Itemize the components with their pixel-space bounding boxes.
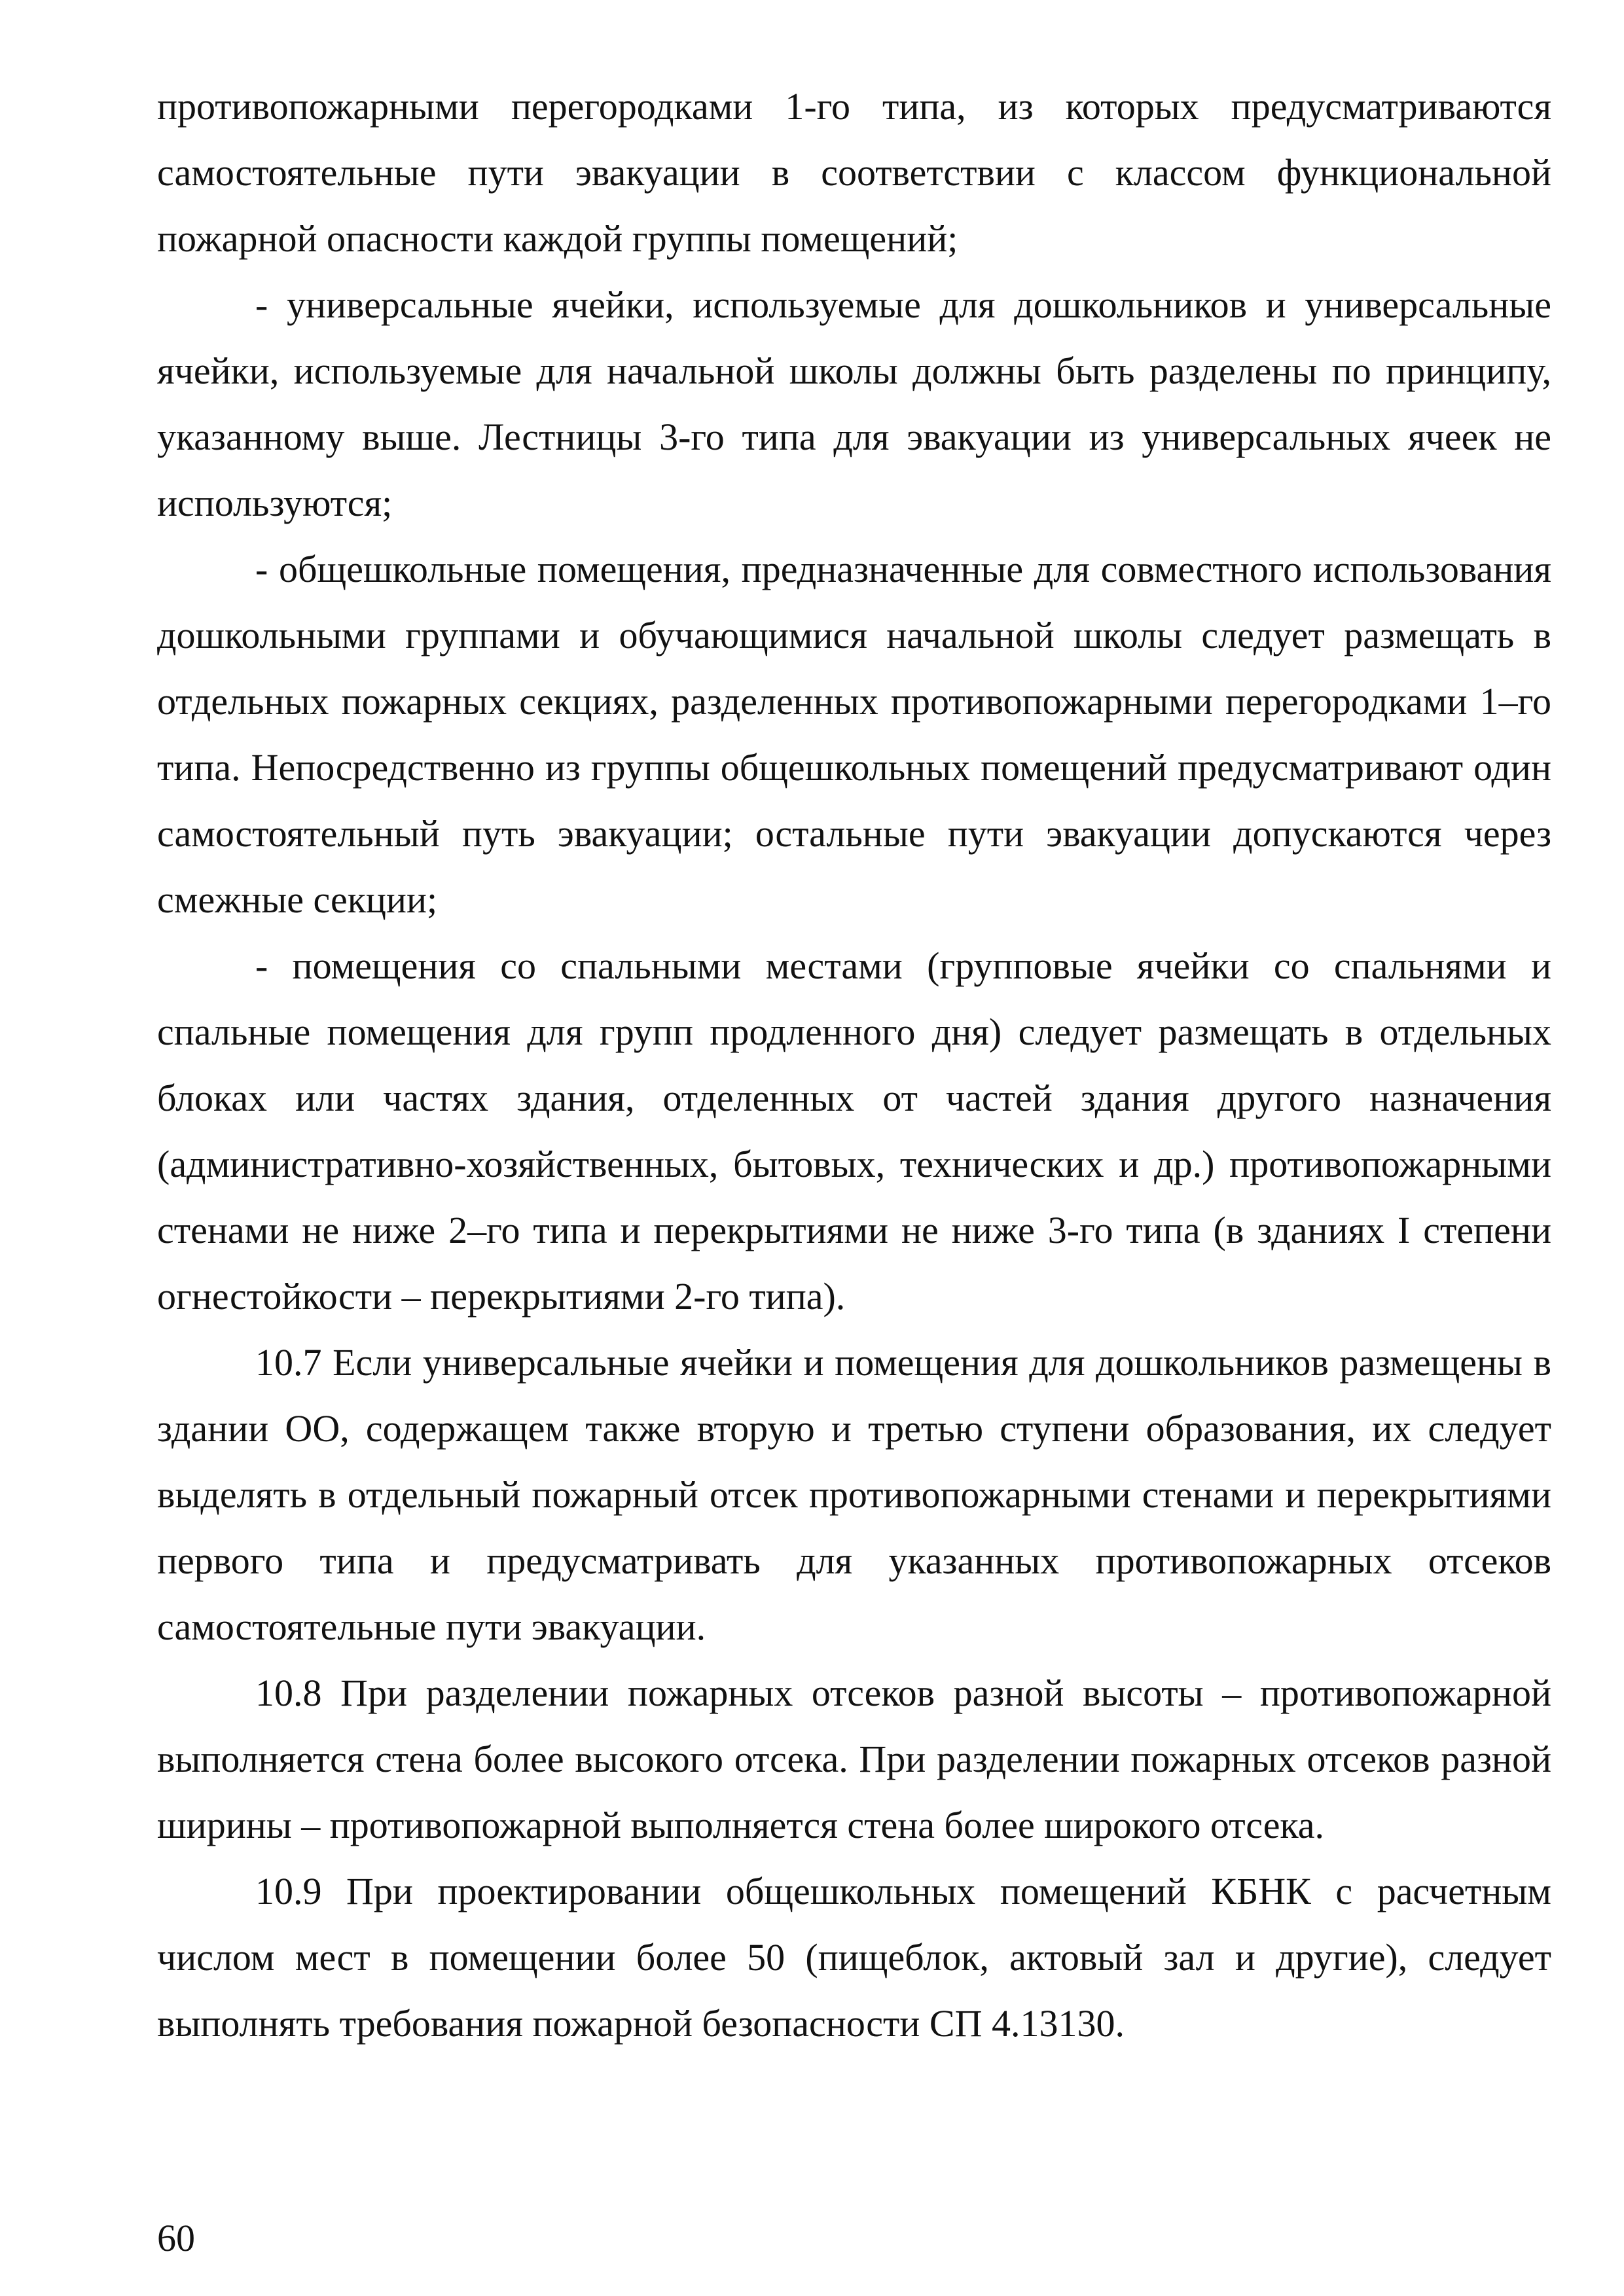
- paragraph-common-school-rooms: - общешкольные помещения, предназначенные для совместного использования дошкольными группами и обучающимися начальной школы следует размещать в отдельных пожарных секциях, разделенных противопожарными перегородками 1–го типа. Непосредственно из группы общешкольных помещений предусматривают один самостоятельный путь эвакуации; остальные пути эвакуации допускаются через смежные секции;: [157, 548, 1551, 921]
- document-body: [157, 73, 1551, 2056]
- paragraph-10-8: 10.8 При разделении пожарных отсеков разной высоты – противопожарной выполняется стена более высокого отсека. При разделении пожарных отсеков разной ширины – противопожарной выполняется стена более широкого отсека.: [157, 1672, 1551, 1846]
- paragraph-universal-cells: - универсальные ячейки, используемые для дошкольников и универсальные ячейки, используемые для начальной школы должны быть разделены по принципу, указанному выше. Лестницы 3-го типа для эвакуации из универсальных ячеек не используются;: [157, 283, 1551, 524]
- paragraph-10-9: 10.9 При проектировании общешкольных помещений КБНК с расчетным числом мест в помещении более 50 (пищеблок, актовый зал и другие), следует выполнять требования пожарной безопасности СП 4.13130.: [157, 1870, 1551, 2045]
- paragraph-sleeping-rooms: - помещения со спальными местами (групповые ячейки со спальнями и спальные помещения для групп продленного дня) следует размещать в отдельных блоках или частях здания, отделенных от частей здания другого назначения (административно-хозяйственных, бытовых, технических и др.) противопожарными стенами не ниже 2–го типа и перекрытиями не ниже 3-го типа (в зданиях I степени огнестойкости – перекрытиями 2-го типа).: [157, 944, 1551, 1318]
- paragraph-10-7: 10.7 Если универсальные ячейки и помещения для дошкольников размещены в здании ОО, содержащем также вторую и третью ступени образования, их следует выделять в отдельный пожарный отсек противопожарными стенами и перекрытиями первого типа и предусматривать для указанных противопожарных отсеков самостоятельные пути эвакуации.: [157, 1341, 1551, 1648]
- page-number: 60: [157, 2217, 195, 2259]
- paragraph-continuation: противопожарными перегородками 1-го типа, из которых предусматриваются самостоятельные пути эвакуации в соответствии с классом функциональной пожарной опасности каждой группы помещений;: [157, 85, 1551, 260]
